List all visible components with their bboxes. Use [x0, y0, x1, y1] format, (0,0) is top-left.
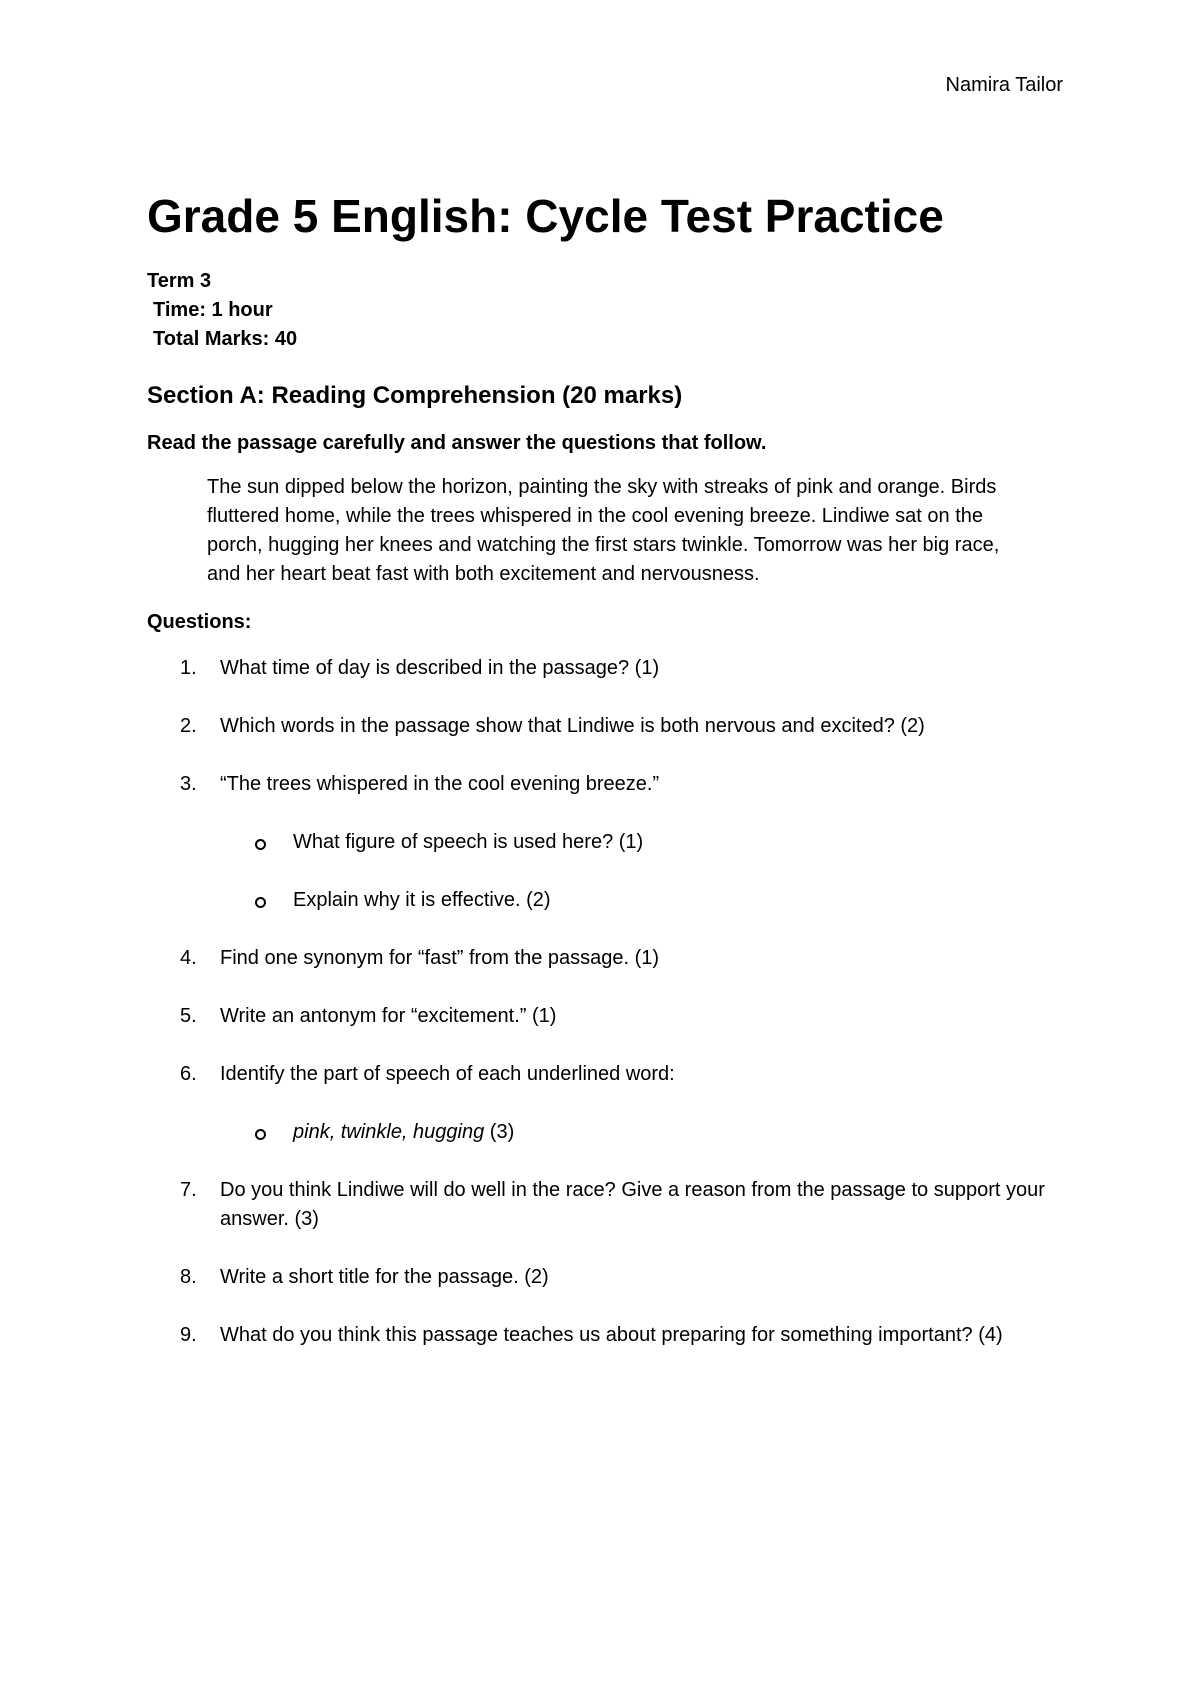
- sub-question-6a: [147, 1118, 1077, 1147]
- question-number: 8.: [180, 1265, 197, 1288]
- time-label: Time: 1 hour: [153, 298, 273, 321]
- question-text: Write a short title for the passage. (2): [220, 1265, 549, 1288]
- question-item-6: [147, 1060, 1077, 1089]
- question-item-7: [147, 1176, 1077, 1234]
- question-text: “The trees whispered in the cool evening breeze.”: [220, 772, 660, 795]
- question-number: 5.: [180, 1004, 197, 1027]
- total-marks-label: Total Marks: 40: [153, 327, 298, 350]
- question-number: 9.: [180, 1323, 197, 1346]
- question-text: Write an antonym for “excitement.” (1): [220, 1004, 557, 1027]
- question-number: 3.: [180, 772, 197, 795]
- sub-question-text: Explain why it is effective. (2): [293, 888, 551, 911]
- hollow-bullet-icon: [255, 1129, 266, 1140]
- question-text: Which words in the passage show that Lindiwe is both nervous and excited? (2): [220, 714, 925, 737]
- reading-passage: The sun dipped below the horizon, painting the sky with streaks of pink and orange. Birds fluttered home, while the trees whispered in the cool evening breeze. Lindiwe sat on the porch, hugging her knees and watching the first stars twinkle. Tomorrow was her big race, and her heart beat fast with both excitement and nervousness.: [207, 475, 1000, 585]
- questions-label: Questions:: [147, 610, 252, 633]
- section-a-heading: Section A: Reading Comprehension (20 marks): [147, 381, 683, 409]
- question-item-3: [147, 770, 1077, 799]
- question-text: Find one synonym for “fast” from the passage. (1): [220, 946, 660, 969]
- question-item-9: [147, 1321, 1077, 1350]
- question-number: 2.: [180, 714, 197, 737]
- question-item-2: [147, 712, 1077, 741]
- hollow-bullet-icon: [255, 839, 266, 850]
- term-label: Term 3: [147, 269, 212, 292]
- question-text: What do you think this passage teaches us about preparing for something important? (4): [220, 1323, 1003, 1346]
- question-number: 7.: [180, 1178, 197, 1201]
- question-number: 1.: [180, 656, 197, 679]
- question-number: 4.: [180, 946, 197, 969]
- sub-question-text: What figure of speech is used here? (1): [293, 830, 644, 853]
- instruction-text: Read the passage carefully and answer the questions that follow.: [147, 431, 767, 454]
- hollow-bullet-icon: [255, 897, 266, 908]
- test-details: [147, 267, 1077, 354]
- question-item-8: [147, 1263, 1077, 1292]
- question-item-5: [147, 1002, 1077, 1031]
- sub-question-3b: [147, 886, 1077, 915]
- author-name: Namira Tailor: [945, 74, 1063, 96]
- question-text: Do you think Lindiwe will do well in the race? Give a reason from the passage to support your answer. (3): [220, 1178, 1045, 1230]
- underlined-words: pink, twinkle, hugging: [293, 1120, 485, 1143]
- page-title: Grade 5 English: Cycle Test Practice: [147, 190, 944, 242]
- sub-question-3a: [147, 828, 1077, 857]
- question-list: [147, 654, 1077, 1350]
- document-body: [147, 190, 1077, 1379]
- question-item-4: [147, 944, 1077, 973]
- question-item-1: [147, 654, 1077, 683]
- question-number: 6.: [180, 1062, 197, 1085]
- sub-question-marks: (3): [489, 1120, 515, 1143]
- question-text: Identify the part of speech of each underlined word:: [220, 1062, 675, 1085]
- question-text: What time of day is described in the passage? (1): [220, 656, 660, 679]
